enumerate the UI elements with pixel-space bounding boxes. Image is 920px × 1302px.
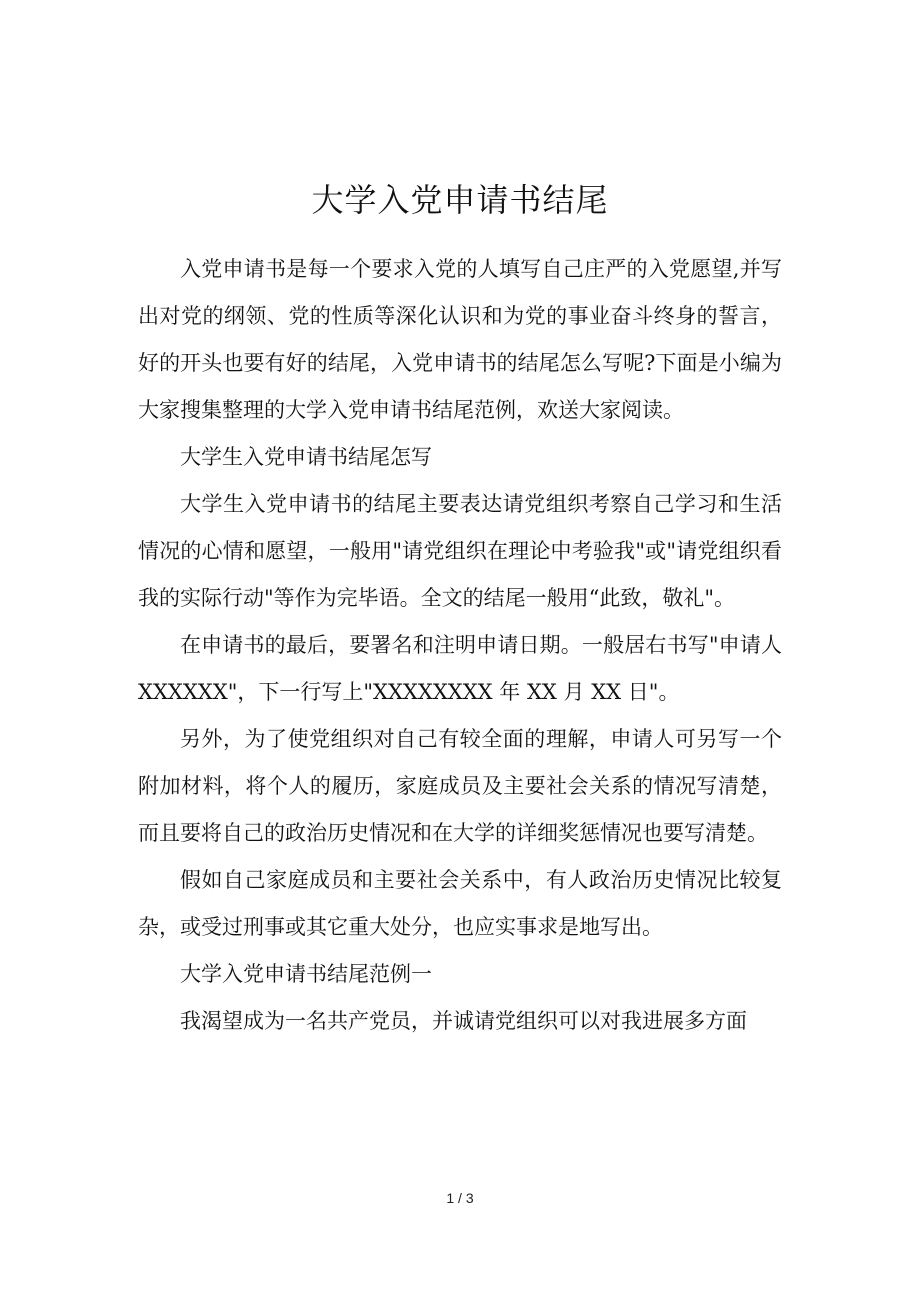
paragraph-complex-history: 假如自己家庭成员和主要社会关系中，有人政治历史情况比较复杂，或受过刑事或其它重大处分，也应实事求是地写出。 [138, 868, 782, 939]
document-body [138, 246, 782, 1045]
section-heading-example-one: 大学入党申请书结尾范例一 [180, 962, 432, 986]
paragraph-signature: 在申请书的最后，要署名和注明申请日期。一般居右书写"申请人 XXXXXX"，下一行写上"XXXXXXXX 年 XX 月 XX 日"。 [138, 633, 782, 704]
page-number: 1 / 3 [446, 1190, 474, 1206]
paragraph-example-one: 我渴望成为一名共产党员，并诚请党组织可以对我进展多方面 [180, 1009, 747, 1033]
section-heading-how-to-write: 大学生入党申请书结尾怎写 [180, 445, 432, 469]
paragraph-ending-content: 大学生入党申请书的结尾主要表达请党组织考察自己学习和生活情况的心情和愿望，一般用"请党组织在理论中考验我"或"请党组织看我的实际行动"等作为完毕语。全文的结尾一般用“此致，敬礼"。 [138, 492, 782, 610]
document-title: 大学入党申请书结尾 [311, 181, 609, 219]
paragraph-intro: 入党申请书是每一个要求入党的人填写自己庄严的入党愿望,并写出对党的纲领、党的性质等深化认识和为党的事业奋斗终身的誓言，好的开头也要有好的结尾，入党申请书的结尾怎么写呢?下面是小编为大家搜集整理的大学入党申请书结尾范例，欢送大家阅读。 [138, 257, 782, 422]
paragraph-additional-material: 另外，为了使党组织对自己有较全面的理解，申请人可另写一个附加材料，将个人的履历，家庭成员及主要社会关系的情况写清楚，而且要将自己的政治历史情况和在大学的详细奖惩情况也要写清楚。 [138, 727, 782, 845]
